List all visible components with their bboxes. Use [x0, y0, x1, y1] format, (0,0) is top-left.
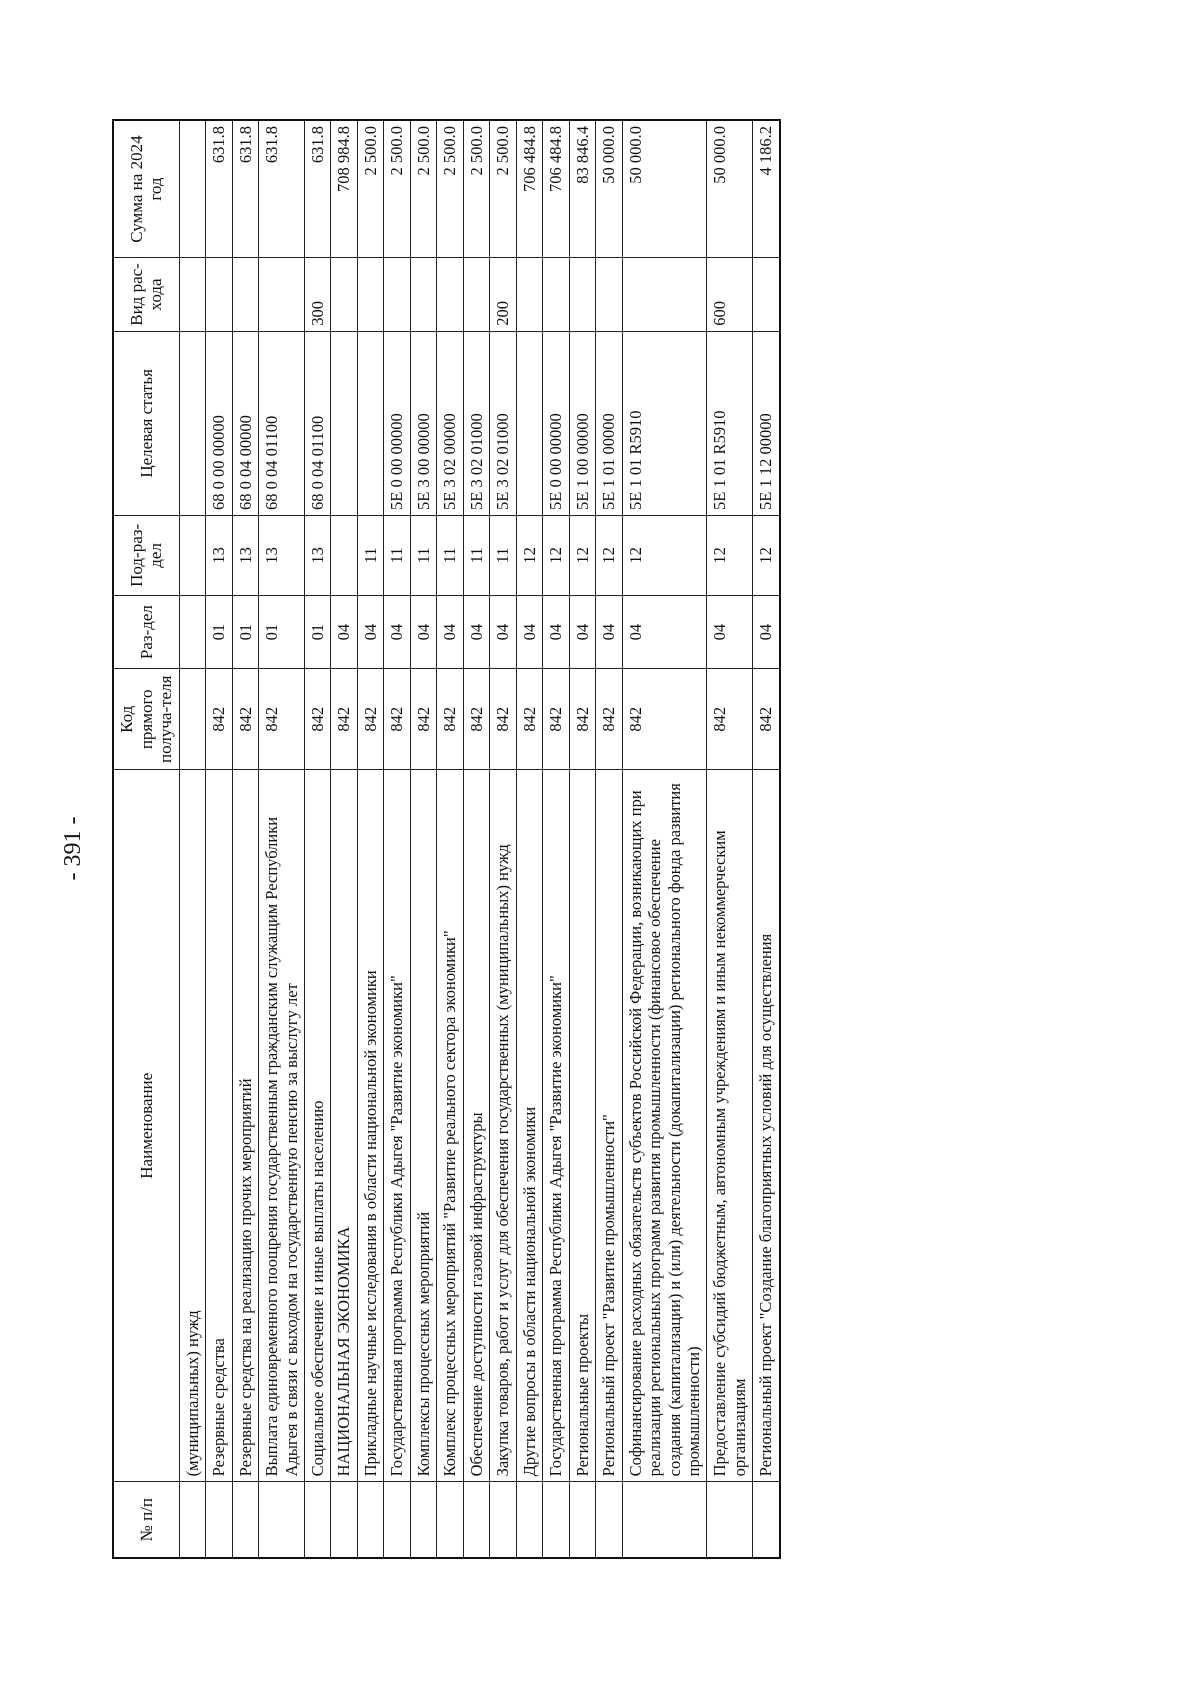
table-row: [622, 120, 707, 1558]
table-row: [569, 120, 595, 1558]
cell-code: 842: [569, 669, 595, 770]
cell-amount: 631.8: [259, 120, 305, 258]
table-row: [304, 120, 330, 1558]
cell-code: 842: [357, 669, 383, 770]
cell-expense: [753, 258, 780, 332]
cell-subsection: 12: [707, 515, 753, 595]
cell-subsection: 11: [490, 515, 516, 595]
cell-section: 04: [490, 595, 516, 669]
header-section: Раз-дел: [113, 595, 179, 669]
cell-subsection: 12: [569, 515, 595, 595]
cell-subsection: 12: [622, 515, 707, 595]
cell-section: 04: [331, 595, 357, 669]
cell-expense: [232, 258, 258, 332]
table-row: [357, 120, 383, 1558]
cell-num: [304, 1482, 330, 1558]
cell-amount: 706 484.8: [543, 120, 569, 258]
cell-article: [331, 331, 357, 515]
header-amount: Сумма на 2024 год: [113, 120, 179, 258]
cell-subsection: 13: [232, 515, 258, 595]
cell-article: 5Е 0 00 00000: [543, 331, 569, 515]
cell-num: [179, 1482, 205, 1558]
table-row: [516, 120, 542, 1558]
cell-num: [753, 1482, 780, 1558]
cell-section: 01: [304, 595, 330, 669]
cell-subsection: 13: [259, 515, 305, 595]
cell-code: 842: [622, 669, 707, 770]
cell-num: [357, 1482, 383, 1558]
cell-expense: [179, 258, 205, 332]
table-row: [753, 120, 780, 1558]
cell-article: [516, 331, 542, 515]
cell-section: 04: [384, 595, 410, 669]
table-row: [596, 120, 622, 1558]
cell-section: 04: [707, 595, 753, 669]
cell-name: Социальное обеспечение и иные выплаты населению: [304, 770, 330, 1482]
cell-subsection: 11: [463, 515, 489, 595]
cell-article: 5Е 3 02 01000: [463, 331, 489, 515]
cell-amount: 50 000.0: [622, 120, 707, 258]
cell-code: 842: [490, 669, 516, 770]
cell-expense: [569, 258, 595, 332]
cell-section: 04: [463, 595, 489, 669]
cell-num: [490, 1482, 516, 1558]
table-header-row: [113, 120, 179, 1558]
cell-amount: 631.8: [304, 120, 330, 258]
cell-amount: 2 500.0: [384, 120, 410, 258]
cell-name: Государственная программа Республики Адыгея "Развитие экономики": [384, 770, 410, 1482]
cell-amount: 2 500.0: [490, 120, 516, 258]
cell-num: [410, 1482, 436, 1558]
budget-table: [112, 119, 781, 1559]
cell-expense: [516, 258, 542, 332]
cell-name: Софинансирование расходных обязательств субъектов Российской Федерации, возникающих при реализации региональных программ развития промышленности (финансовое обеспечение создания (капитализации) и (или) деятельности (докапитализации) регионального фонда развития промышленности): [622, 770, 707, 1482]
cell-expense: [463, 258, 489, 332]
cell-code: 842: [384, 669, 410, 770]
cell-num: [206, 1482, 232, 1558]
header-num: № п/п: [113, 1482, 179, 1558]
cell-expense: 300: [304, 258, 330, 332]
cell-num: [259, 1482, 305, 1558]
cell-code: 842: [232, 669, 258, 770]
cell-name: Обеспечение доступности газовой инфраструктуры: [463, 770, 489, 1482]
cell-section: 01: [206, 595, 232, 669]
cell-name: Предоставление субсидий бюджетным, автономным учреждениям и иным некоммерческим организациям: [707, 770, 753, 1482]
table-row: [206, 120, 232, 1558]
table-row: [707, 120, 753, 1558]
cell-name: Региональный проект "Создание благоприятных условий для осуществления: [753, 770, 780, 1482]
cell-amount: 4 186.2: [753, 120, 780, 258]
cell-section: 04: [410, 595, 436, 669]
cell-name: Резервные средства: [206, 770, 232, 1482]
page-number: - 391 -: [60, 816, 86, 881]
cell-amount: 2 500.0: [357, 120, 383, 258]
table-body: [179, 120, 780, 1558]
cell-num: [543, 1482, 569, 1558]
cell-article: 5Е 1 01 00000: [596, 331, 622, 515]
cell-article: 5Е 1 01 R5910: [707, 331, 753, 515]
cell-article: 5Е 0 00 00000: [384, 331, 410, 515]
cell-section: 04: [543, 595, 569, 669]
cell-article: [357, 331, 383, 515]
cell-section: 01: [232, 595, 258, 669]
cell-amount: 83 846.4: [569, 120, 595, 258]
cell-code: 842: [206, 669, 232, 770]
cell-num: [596, 1482, 622, 1558]
cell-num: [384, 1482, 410, 1558]
cell-num: [569, 1482, 595, 1558]
cell-subsection: 13: [304, 515, 330, 595]
cell-num: [232, 1482, 258, 1558]
cell-code: 842: [543, 669, 569, 770]
table-row: [463, 120, 489, 1558]
cell-code: 842: [304, 669, 330, 770]
cell-article: 5Е 1 12 00000: [753, 331, 780, 515]
cell-section: 04: [516, 595, 542, 669]
cell-num: [622, 1482, 707, 1558]
cell-amount: 2 500.0: [410, 120, 436, 258]
cell-amount: 50 000.0: [707, 120, 753, 258]
cell-name: Региональные проекты: [569, 770, 595, 1482]
cell-amount: [179, 120, 205, 258]
cell-article: 68 0 00 00000: [206, 331, 232, 515]
cell-num: [707, 1482, 753, 1558]
cell-amount: 631.8: [232, 120, 258, 258]
cell-section: 04: [437, 595, 463, 669]
cell-name: Региональный проект "Развитие промышленности": [596, 770, 622, 1482]
cell-code: 842: [707, 669, 753, 770]
cell-subsection: [179, 515, 205, 595]
cell-code: 842: [331, 669, 357, 770]
cell-name: Комплекс процессных мероприятий "Развитие реального сектора экономики": [437, 770, 463, 1482]
cell-section: 04: [596, 595, 622, 669]
cell-subsection: 12: [516, 515, 542, 595]
header-expense: Вид рас-хода: [113, 258, 179, 332]
cell-num: [437, 1482, 463, 1558]
cell-expense: [622, 258, 707, 332]
cell-expense: [543, 258, 569, 332]
cell-expense: [259, 258, 305, 332]
cell-name: Выплата единовременного поощрения государственным гражданским служащим Республики Адыгея в связи с выходом на государственную пенсию за выслугу лет: [259, 770, 305, 1482]
cell-article: 5Е 3 02 01000: [490, 331, 516, 515]
cell-code: 842: [596, 669, 622, 770]
cell-expense: [410, 258, 436, 332]
table-row: [437, 120, 463, 1558]
cell-name: Комплексы процессных мероприятий: [410, 770, 436, 1482]
cell-expense: [596, 258, 622, 332]
cell-num: [516, 1482, 542, 1558]
cell-name: Государственная программа Республики Адыгея "Развитие экономики": [543, 770, 569, 1482]
cell-section: 04: [753, 595, 780, 669]
cell-article: 5Е 1 00 00000: [569, 331, 595, 515]
header-article: Целевая статья: [113, 331, 179, 515]
cell-article: 5Е 1 01 R5910: [622, 331, 707, 515]
cell-article: 5Е 3 00 00000: [410, 331, 436, 515]
cell-amount: 2 500.0: [437, 120, 463, 258]
cell-expense: [206, 258, 232, 332]
cell-section: 01: [259, 595, 305, 669]
cell-expense: [331, 258, 357, 332]
table-row: [384, 120, 410, 1558]
cell-section: 04: [569, 595, 595, 669]
cell-code: 842: [463, 669, 489, 770]
cell-amount: 706 484.8: [516, 120, 542, 258]
cell-section: [179, 595, 205, 669]
cell-code: 842: [410, 669, 436, 770]
cell-code: 842: [259, 669, 305, 770]
table-row: [259, 120, 305, 1558]
cell-subsection: 11: [437, 515, 463, 595]
header-subsection: Под-раз-дел: [113, 515, 179, 595]
header-name: Наименование: [113, 770, 179, 1482]
cell-expense: 600: [707, 258, 753, 332]
cell-article: 68 0 04 01100: [259, 331, 305, 515]
cell-name: (муниципальных) нужд: [179, 770, 205, 1482]
cell-amount: 631.8: [206, 120, 232, 258]
table-row: [331, 120, 357, 1558]
cell-expense: 200: [490, 258, 516, 332]
cell-section: 04: [357, 595, 383, 669]
cell-subsection: 11: [410, 515, 436, 595]
cell-amount: 708 984.8: [331, 120, 357, 258]
cell-article: [179, 331, 205, 515]
cell-expense: [437, 258, 463, 332]
table-row: [490, 120, 516, 1558]
cell-code: 842: [753, 669, 780, 770]
cell-expense: [357, 258, 383, 332]
cell-name: НАЦИОНАЛЬНАЯ ЭКОНОМИКА: [331, 770, 357, 1482]
cell-name: Другие вопросы в области национальной экономики: [516, 770, 542, 1482]
cell-article: 68 0 04 00000: [232, 331, 258, 515]
cell-subsection: 11: [384, 515, 410, 595]
table-row: [543, 120, 569, 1558]
cell-code: [179, 669, 205, 770]
cell-code: 842: [516, 669, 542, 770]
cell-expense: [384, 258, 410, 332]
cell-section: 04: [622, 595, 707, 669]
cell-subsection: 11: [357, 515, 383, 595]
cell-subsection: 12: [753, 515, 780, 595]
cell-amount: 50 000.0: [596, 120, 622, 258]
cell-amount: 2 500.0: [463, 120, 489, 258]
cell-name: Прикладные научные исследования в области национальной экономики: [357, 770, 383, 1482]
cell-name: Закупка товаров, работ и услуг для обеспечения государственных (муниципальных) нужд: [490, 770, 516, 1482]
cell-subsection: [331, 515, 357, 595]
cell-name: Резервные средства на реализацию прочих мероприятий: [232, 770, 258, 1482]
cell-num: [463, 1482, 489, 1558]
cell-article: 68 0 04 01100: [304, 331, 330, 515]
cell-article: 5Е 3 02 00000: [437, 331, 463, 515]
table-row: [410, 120, 436, 1558]
cell-subsection: 13: [206, 515, 232, 595]
header-code: Код прямого получа-теля: [113, 669, 179, 770]
cell-num: [331, 1482, 357, 1558]
table-row: [179, 120, 205, 1558]
cell-code: 842: [437, 669, 463, 770]
cell-subsection: 12: [543, 515, 569, 595]
table-row: [232, 120, 258, 1558]
cell-subsection: 12: [596, 515, 622, 595]
